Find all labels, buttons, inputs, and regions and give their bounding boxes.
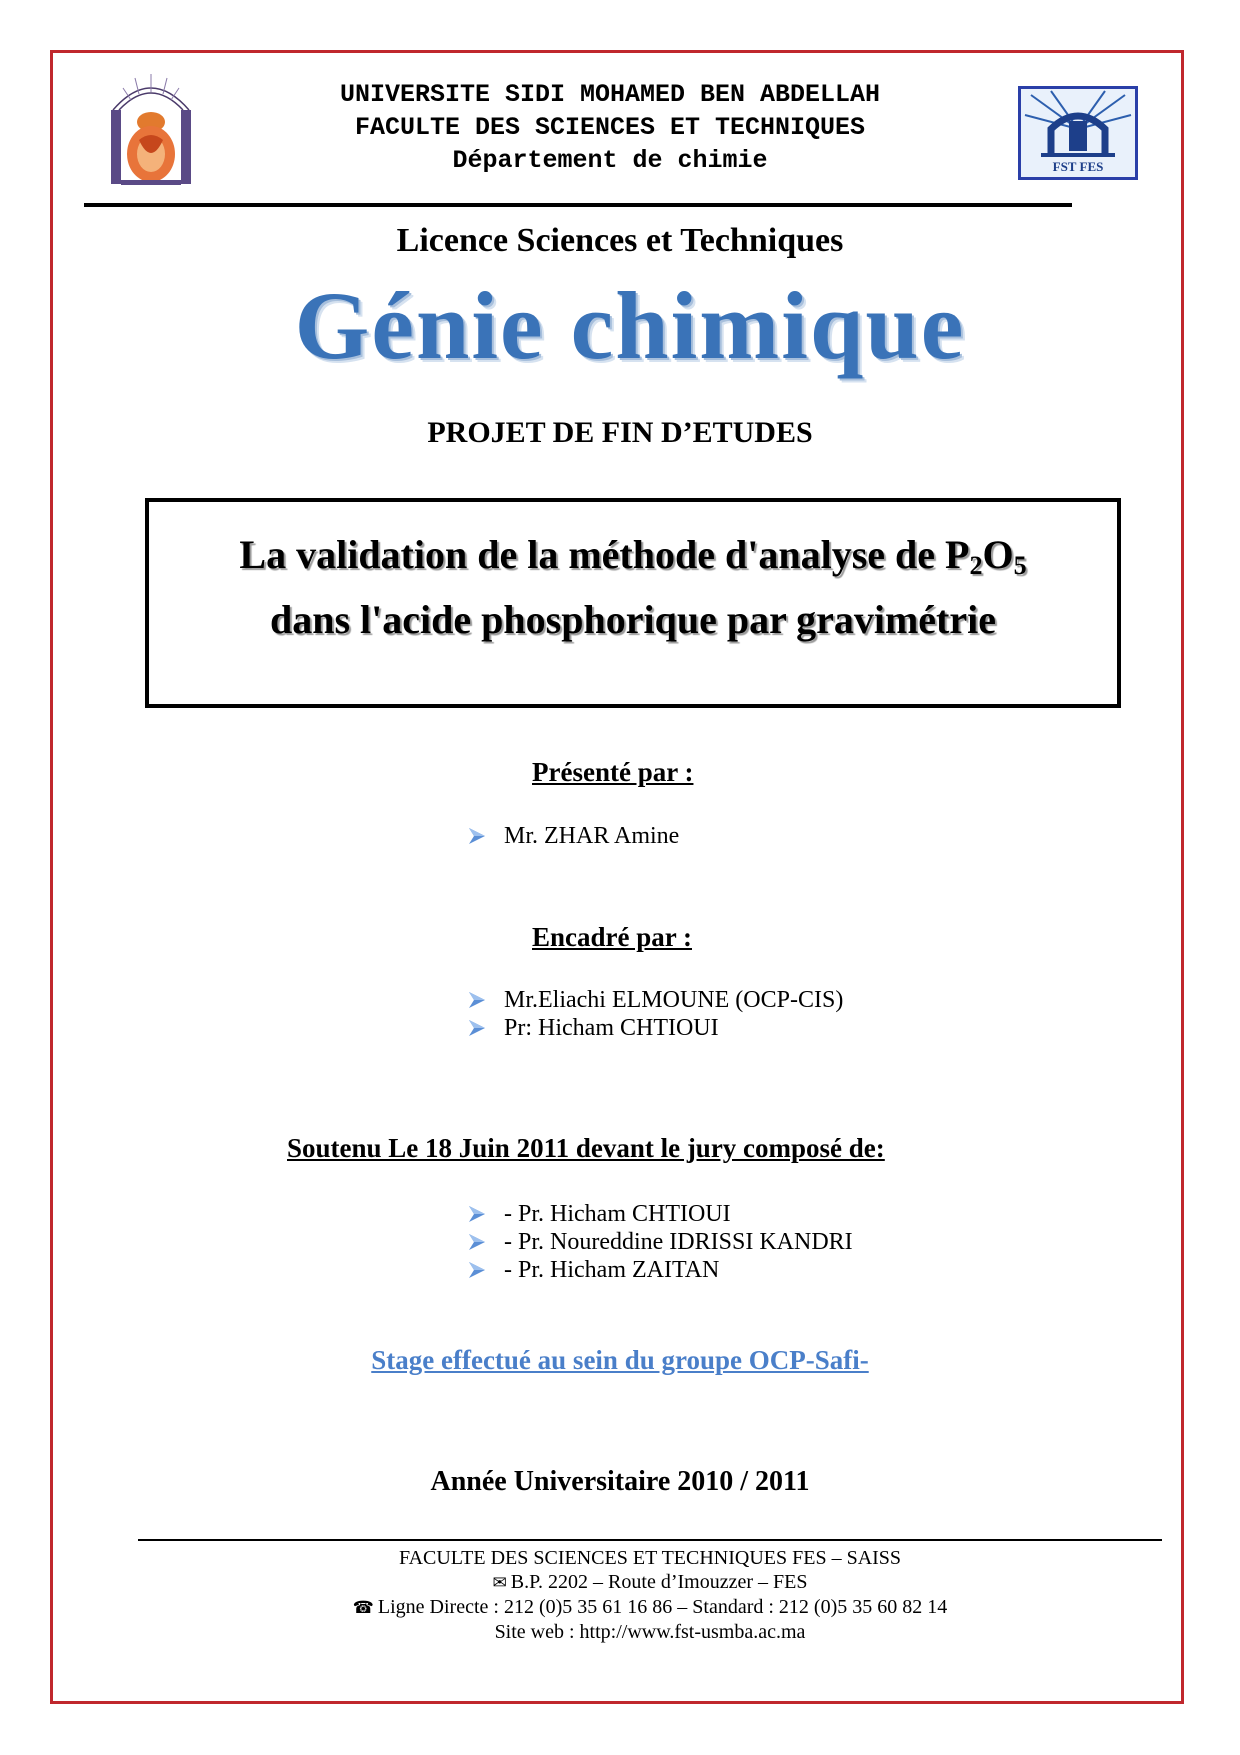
department-name: Département de chimie (452, 146, 768, 175)
university-name: UNIVERSITE SIDI MOHAMED BEN ABDELLAH (339, 80, 881, 109)
institution-header (250, 78, 970, 177)
list-item: Mr.Eliachi ELMOUNE (OCP-CIS) (468, 986, 843, 1014)
thesis-title-line-1: La validation de la méthode d'analyse de $P_2O_5$ (239, 532, 1027, 580)
footer-divider (138, 1539, 1162, 1541)
thesis-title-line-2: dans l'acide phosphorique par gravimétrie (270, 597, 996, 642)
footer-address: ✉ B.P. 2202 – Route d’Imouzzer – FES (492, 1571, 808, 1593)
list-item: Pr: Hicham CHTIOUI (468, 1014, 843, 1042)
licence-label: Licence Sciences et Techniques (396, 222, 844, 259)
faculty-name: FACULTE DES SCIENCES ET TECHNIQUES (354, 113, 866, 142)
list-item: Mr. ZHAR Amine (468, 822, 679, 850)
fst-fes-logo (1018, 86, 1138, 180)
internship-link[interactable]: Stage effectué au sein du groupe OCP-Safi- (371, 1345, 869, 1375)
project-label: PROJET DE FIN D’ETUDES (427, 416, 813, 449)
university-logo (105, 70, 197, 188)
arrowhead-bullet-icon (468, 1233, 486, 1251)
supervisor-list (468, 986, 843, 1042)
arrowhead-bullet-icon (468, 827, 486, 845)
header-divider (84, 203, 1072, 207)
envelope-icon: ✉ (492, 1573, 507, 1593)
presented-list (468, 822, 679, 850)
academic-year: Année Universitaire 2010 / 2011 (430, 1466, 810, 1497)
footer (138, 1546, 1162, 1644)
list-item: - Pr. Hicham ZAITAN (468, 1256, 853, 1284)
jury-heading: Soutenu Le 18 Juin 2011 devant le jury composé de: (287, 1133, 885, 1163)
footer-website[interactable]: Site web : http://www.fst-usmba.ac.ma (494, 1621, 806, 1643)
arrowhead-bullet-icon (468, 1019, 486, 1037)
footer-institution: FACULTE DES SCIENCES ET TECHNIQUES FES – SAISS (398, 1547, 902, 1569)
program-title: Génie chimique (294, 272, 966, 379)
list-item: - Pr. Noureddine IDRISSI KANDRI (468, 1228, 853, 1256)
list-item: - Pr. Hicham CHTIOUI (468, 1200, 853, 1228)
arrowhead-bullet-icon (468, 1205, 486, 1223)
jury-list (468, 1200, 853, 1284)
fst-fes-logo-text: FST FES (1052, 159, 1104, 174)
footer-phone: ☎ Ligne Directe : 212 (0)5 35 61 16 86 – Standard : 212 (0)5 35 60 82 14 (352, 1596, 948, 1618)
telephone-icon: ☎ (352, 1598, 374, 1618)
thesis-title (145, 528, 1121, 647)
supervised-by-heading: Encadré par : (532, 922, 692, 952)
arrowhead-bullet-icon (468, 1261, 486, 1279)
presented-by-heading: Présenté par : (532, 757, 694, 787)
arrowhead-bullet-icon (468, 991, 486, 1009)
